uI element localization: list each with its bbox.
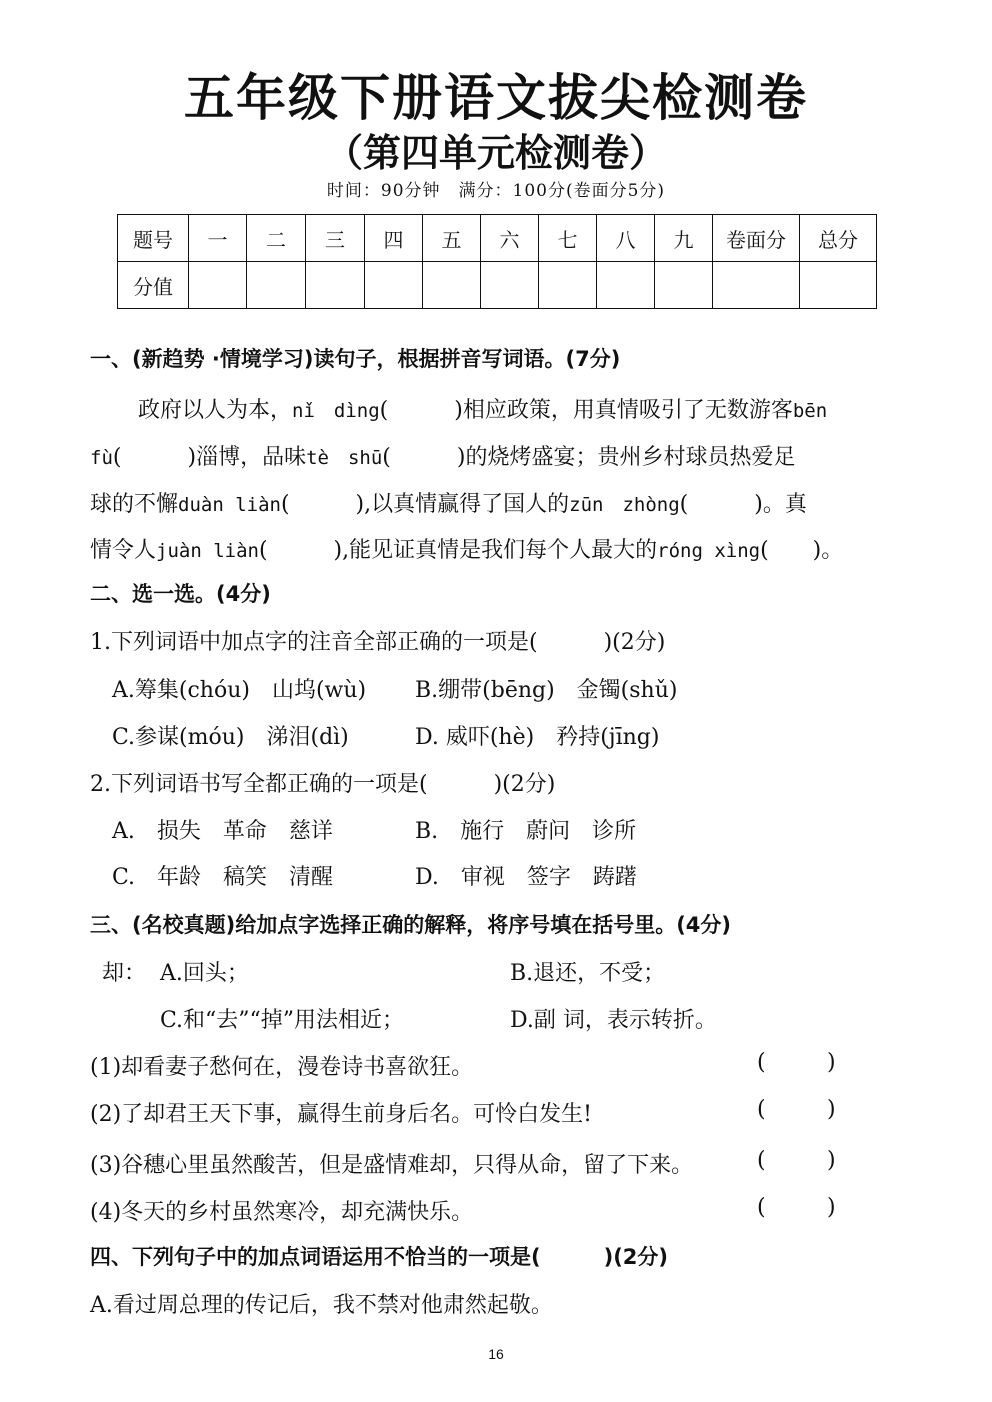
q1-text: ,能见证真情是我们每个人最大的 (342, 538, 658, 563)
score-input-cell[interactable] (481, 262, 539, 309)
pinyin: zūn zhòng (569, 494, 680, 516)
pinyin: nǐ dìng (292, 400, 380, 422)
score-cell: 九 (655, 215, 713, 262)
q2-sub2-option-b[interactable]: B. 施行 蔚问 诊所 (415, 819, 637, 844)
q3-answer-3[interactable] (757, 1148, 836, 1173)
q3-heading: 三、(名校真题)给加点字选择正确的解释，将序号填在括号里。(4分) (90, 913, 731, 937)
q1-text: 。真 (762, 492, 807, 517)
paren-open: ( (757, 1050, 766, 1075)
q3-item-1: (1)却看妻子愁何在，漫卷诗书喜欲狂。 (90, 1055, 474, 1080)
score-input-cell[interactable] (597, 262, 655, 309)
score-cell: 四 (365, 215, 423, 262)
pinyin: tè shū (306, 447, 383, 469)
score-table-header-row (118, 215, 877, 262)
q2-sub1-option-a[interactable]: A.筹集(chóu) 山坞(wù) (112, 678, 367, 703)
q2-sub2-option-a[interactable]: A. 损失 革命 慈详 (112, 819, 333, 844)
exam-meta: 时间：90分钟 满分：100分(卷面分5分) (326, 181, 666, 201)
q3-option-b: B.退还，不受； (510, 961, 666, 986)
answer-blank[interactable]: ( ) (760, 538, 822, 563)
answer-blank[interactable]: ( ) (280, 492, 365, 517)
score-input-cell[interactable] (306, 262, 365, 309)
q1-text: 的烧烤盛宴；贵州乡村球员热爱足 (465, 445, 796, 470)
score-input-cell[interactable] (365, 262, 423, 309)
pinyin: bēn (792, 400, 828, 422)
q3-answer-4[interactable] (757, 1195, 836, 1220)
score-cell-label: 题号 (118, 215, 189, 262)
q1-text: 。 (821, 538, 844, 563)
score-cell: 总分 (800, 215, 877, 262)
q3-answer-1[interactable] (757, 1050, 836, 1075)
q1-text: 相应政策，用真情吸引了无数游客 (462, 398, 793, 423)
score-cell: 八 (597, 215, 655, 262)
page-number: 16 (488, 1346, 504, 1362)
score-cell-label: 分值 (118, 262, 189, 309)
q4-heading: 四、下列句子中的加点词语运用不恰当的一项是( )(2分) (90, 1245, 669, 1269)
paren-open: ( (757, 1195, 766, 1220)
pinyin: róng xìng (657, 540, 761, 562)
paren-close: ) (827, 1097, 836, 1122)
score-cell: 三 (306, 215, 365, 262)
score-cell: 二 (247, 215, 306, 262)
score-cell: 五 (423, 215, 481, 262)
score-cell: 六 (481, 215, 539, 262)
q2-sub1-option-b[interactable]: B.绷带(bēng) 金镯(shǔ) (415, 678, 678, 703)
q3-item-2: (2)了却君王天下事，赢得生前身后名。可怜白发生! (90, 1102, 593, 1127)
score-input-cell[interactable] (655, 262, 713, 309)
pinyin: fù (90, 447, 113, 469)
q3-label: 却： (102, 961, 147, 986)
q2-heading: 二、选一选。(4分) (90, 582, 271, 606)
q1-heading: 一、(新趋势 ·情境学习)读句子，根据拼音写词语。(7分) (90, 347, 621, 371)
q2-sub1-option-d[interactable]: D. 威吓(hè) 矜持(jīng) (415, 725, 660, 750)
answer-blank[interactable]: ( ) (258, 538, 343, 563)
score-input-cell[interactable] (713, 262, 800, 309)
exam-subtitle: （第四单元检测卷） (324, 131, 667, 175)
paren-close: ) (827, 1148, 836, 1173)
q2-sub2-option-c[interactable]: C. 年龄 稿笑 清醒 (112, 865, 334, 890)
q1-text: 球的不懈 (90, 492, 179, 517)
q3-option-d: D.副 词，表示转折。 (510, 1008, 717, 1033)
paren-open: ( (757, 1097, 766, 1122)
score-input-cell[interactable] (800, 262, 877, 309)
q2-sub1-option-c[interactable]: C.参谋(móu) 涕泪(dì) (112, 725, 349, 750)
q1-line-2 (90, 440, 795, 471)
paren-close: ) (827, 1195, 836, 1220)
score-input-cell[interactable] (423, 262, 481, 309)
answer-blank[interactable]: ( ) (679, 492, 763, 517)
score-cell: 一 (189, 215, 247, 262)
q2-sub2-option-d[interactable]: D. 审视 签字 踌躇 (415, 865, 637, 890)
score-input-cell[interactable] (539, 262, 597, 309)
q1-line-1 (138, 393, 827, 424)
q4-option-a[interactable]: A.看过周总理的传记后，我不禁对他肃然起敬。 (90, 1293, 553, 1318)
q3-answer-2[interactable] (757, 1097, 836, 1122)
q3-item-4: (4)冬天的乡村虽然寒冷，却充满快乐。 (90, 1200, 474, 1225)
q3-option-a: A.回头； (160, 961, 249, 986)
q1-text: ,以真情赢得了国人的 (364, 492, 570, 517)
score-cell: 七 (539, 215, 597, 262)
q1-line-4 (90, 533, 843, 564)
score-cell: 卷面分 (713, 215, 800, 262)
exam-title: 五年级下册语文拔尖检测卷 (184, 69, 808, 127)
q3-option-c: C.和“去”“掉”用法相近； (160, 1008, 405, 1033)
score-table-value-row (118, 262, 877, 309)
answer-blank[interactable]: ( ) (379, 398, 463, 423)
q1-text: 政府以人为本， (138, 398, 293, 423)
score-input-cell[interactable] (189, 262, 247, 309)
paren-close: ) (827, 1050, 836, 1075)
q1-line-3 (90, 487, 807, 518)
q1-text: 淄博，品味 (196, 445, 307, 470)
pinyin: duàn liàn (178, 494, 281, 516)
paren-open: ( (757, 1148, 766, 1173)
score-table (117, 214, 877, 309)
q1-text: 情令人 (90, 538, 157, 563)
answer-blank[interactable]: ( ) (382, 445, 466, 470)
q3-item-3: (3)谷穗心里虽然酸苦，但是盛情难却，只得从命，留了下来。 (90, 1153, 694, 1178)
q2-sub2-stem: 2.下列词语书写全都正确的一项是( )(2分) (90, 772, 556, 797)
q2-sub1-stem: 1.下列词语中加点字的注音全部正确的一项是( )(2分) (90, 630, 666, 655)
answer-blank[interactable]: ( ) (112, 445, 197, 470)
pinyin: juàn liàn (156, 540, 259, 562)
score-input-cell[interactable] (247, 262, 306, 309)
